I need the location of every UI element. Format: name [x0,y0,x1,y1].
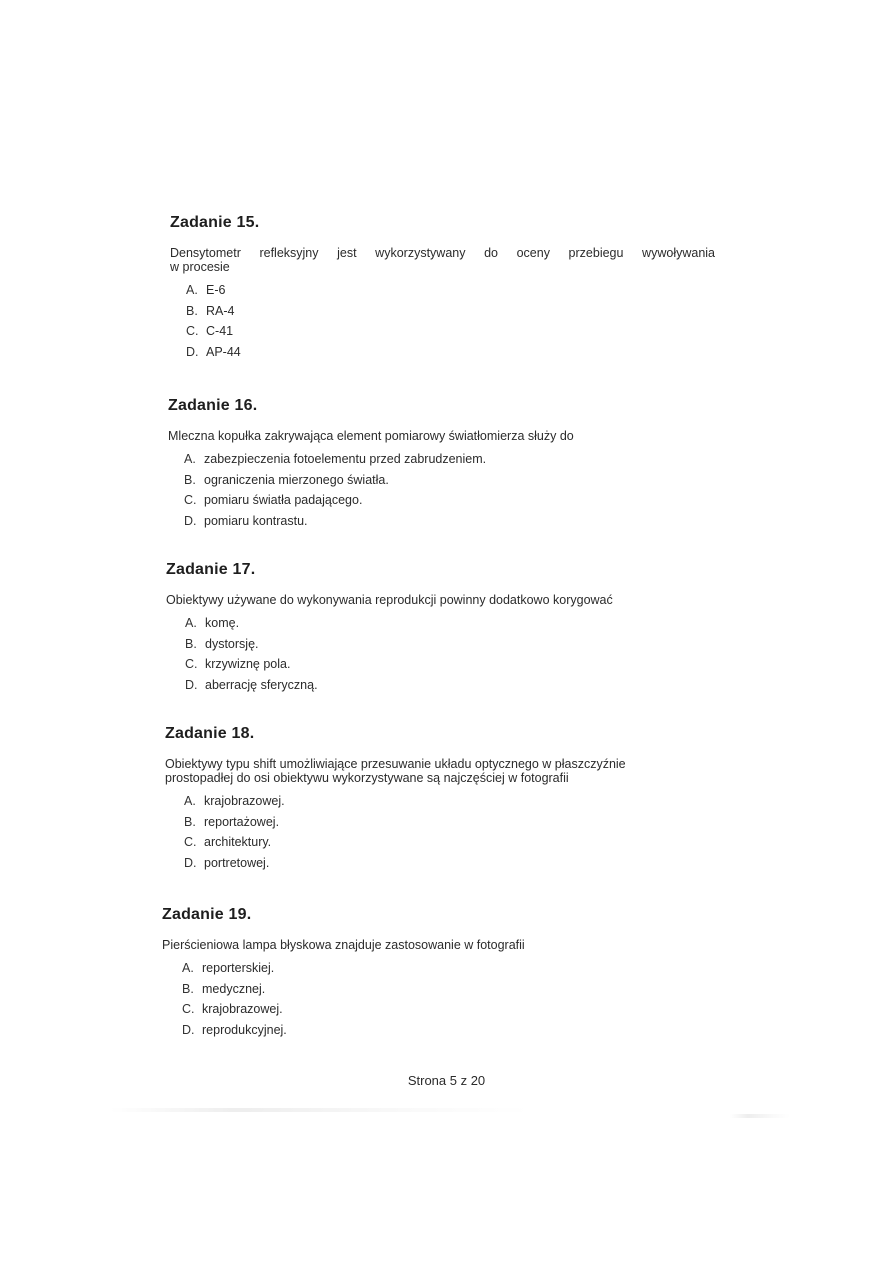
answer-option-b[interactable] [185,634,726,655]
option-text: aberrację sferyczną. [205,677,318,692]
question-text [170,246,715,274]
option-text: RA-4 [206,303,235,318]
scan-artifact [110,1108,530,1112]
option-text: dystorsję. [205,636,259,651]
answer-options [170,280,730,362]
question-line: w procesie [170,260,230,274]
task-17 [166,561,726,695]
question-text [166,593,726,607]
option-text: reportażowej. [204,814,280,829]
option-text: krajobrazowej. [202,1002,283,1016]
question-line: Pierścieniowa lampa błyskowa znajduje zastosowanie w fotografii [162,938,525,952]
answer-option-d[interactable] [184,511,728,532]
option-letter: A. [184,794,196,808]
option-text: krajobrazowej. [204,794,285,808]
answer-option-c[interactable] [184,832,725,853]
option-text: architektury. [204,835,272,849]
question-line: Obiektywy typu shift umożliwiające przesuwanie układu optycznego w płaszczyźnie [165,757,626,771]
scan-artifact [730,1114,790,1118]
answer-option-b[interactable] [184,470,728,491]
option-letter: B. [184,814,196,829]
option-letter: D. [186,344,199,359]
option-text: pomiaru kontrastu. [204,513,308,528]
task-16 [168,397,728,531]
option-text: portretowej. [204,855,270,870]
option-text: krzywiznę pola. [205,657,291,671]
option-letter: A. [186,283,198,297]
option-text: komę. [205,616,240,630]
option-letter: C. [182,1002,195,1016]
task-title: Zadanie 18. [165,725,255,742]
option-letter: C. [184,493,197,507]
option-letter: B. [185,636,197,651]
answer-option-a[interactable] [182,958,722,979]
answer-option-a[interactable] [186,280,730,301]
option-letter: A. [184,452,196,466]
answer-option-b[interactable] [182,979,722,1000]
question-text [162,938,722,952]
answer-option-b[interactable] [186,301,730,322]
task-title: Zadanie 16. [168,397,258,414]
option-letter: C. [186,324,199,338]
answer-option-d[interactable] [184,853,725,874]
option-letter: B. [186,303,198,318]
task-title: Zadanie 19. [162,906,252,923]
question-text [165,757,710,785]
answer-option-d[interactable] [185,675,726,696]
question-text [168,429,728,443]
option-text: zabezpieczenia fotoelementu przed zabrudzeniem. [204,452,487,466]
answer-option-d[interactable] [182,1020,722,1041]
option-letter: D. [184,513,197,528]
answer-options [162,958,722,1040]
question-line: Mleczna kopułka zakrywająca element pomiarowy światłomierza służy do [168,429,574,443]
answer-option-a[interactable] [184,449,728,470]
task-15 [170,214,730,362]
answer-option-d[interactable] [186,342,730,363]
answer-option-c[interactable] [182,999,722,1020]
option-letter: D. [185,677,198,692]
option-letter: B. [182,981,194,996]
option-text: pomiaru światła padającego. [204,493,363,507]
option-text: C-41 [206,324,234,338]
option-text: reprodukcyjnej. [202,1022,287,1037]
option-letter: A. [185,616,197,630]
answer-option-a[interactable] [185,613,726,634]
option-letter: A. [182,961,194,975]
option-text: AP-44 [206,344,241,359]
question-line: prostopadłej do osi obiektywu wykorzystywane są najczęściej w fotografii [165,771,569,785]
answer-option-a[interactable] [184,791,725,812]
task-18 [165,725,725,873]
option-letter: D. [182,1022,195,1037]
task-title: Zadanie 17. [166,561,256,578]
question-line: Densytometr refleksyjny jest wykorzystywany do oceny przebiegu wywoływania [170,246,715,260]
answer-option-c[interactable] [186,321,730,342]
answer-options [165,791,725,873]
page-number: Strona 5 z 20 [407,1073,486,1088]
answer-option-c[interactable] [184,490,728,511]
question-line: Obiektywy używane do wykonywania reprodukcji powinny dodatkowo korygować [166,593,613,607]
answer-option-b[interactable] [184,812,725,833]
task-title: Zadanie 15. [170,214,260,231]
option-letter: D. [184,855,197,870]
answer-option-c[interactable] [185,654,726,675]
answer-options [166,613,726,695]
option-text: E-6 [206,283,226,297]
option-text: ograniczenia mierzonego światła. [204,472,389,487]
option-text: medycznej. [202,981,266,996]
answer-options [168,449,728,531]
option-letter: C. [184,835,197,849]
option-letter: C. [185,657,198,671]
option-letter: B. [184,472,196,487]
task-19 [162,906,722,1040]
option-text: reporterskiej. [202,961,275,975]
